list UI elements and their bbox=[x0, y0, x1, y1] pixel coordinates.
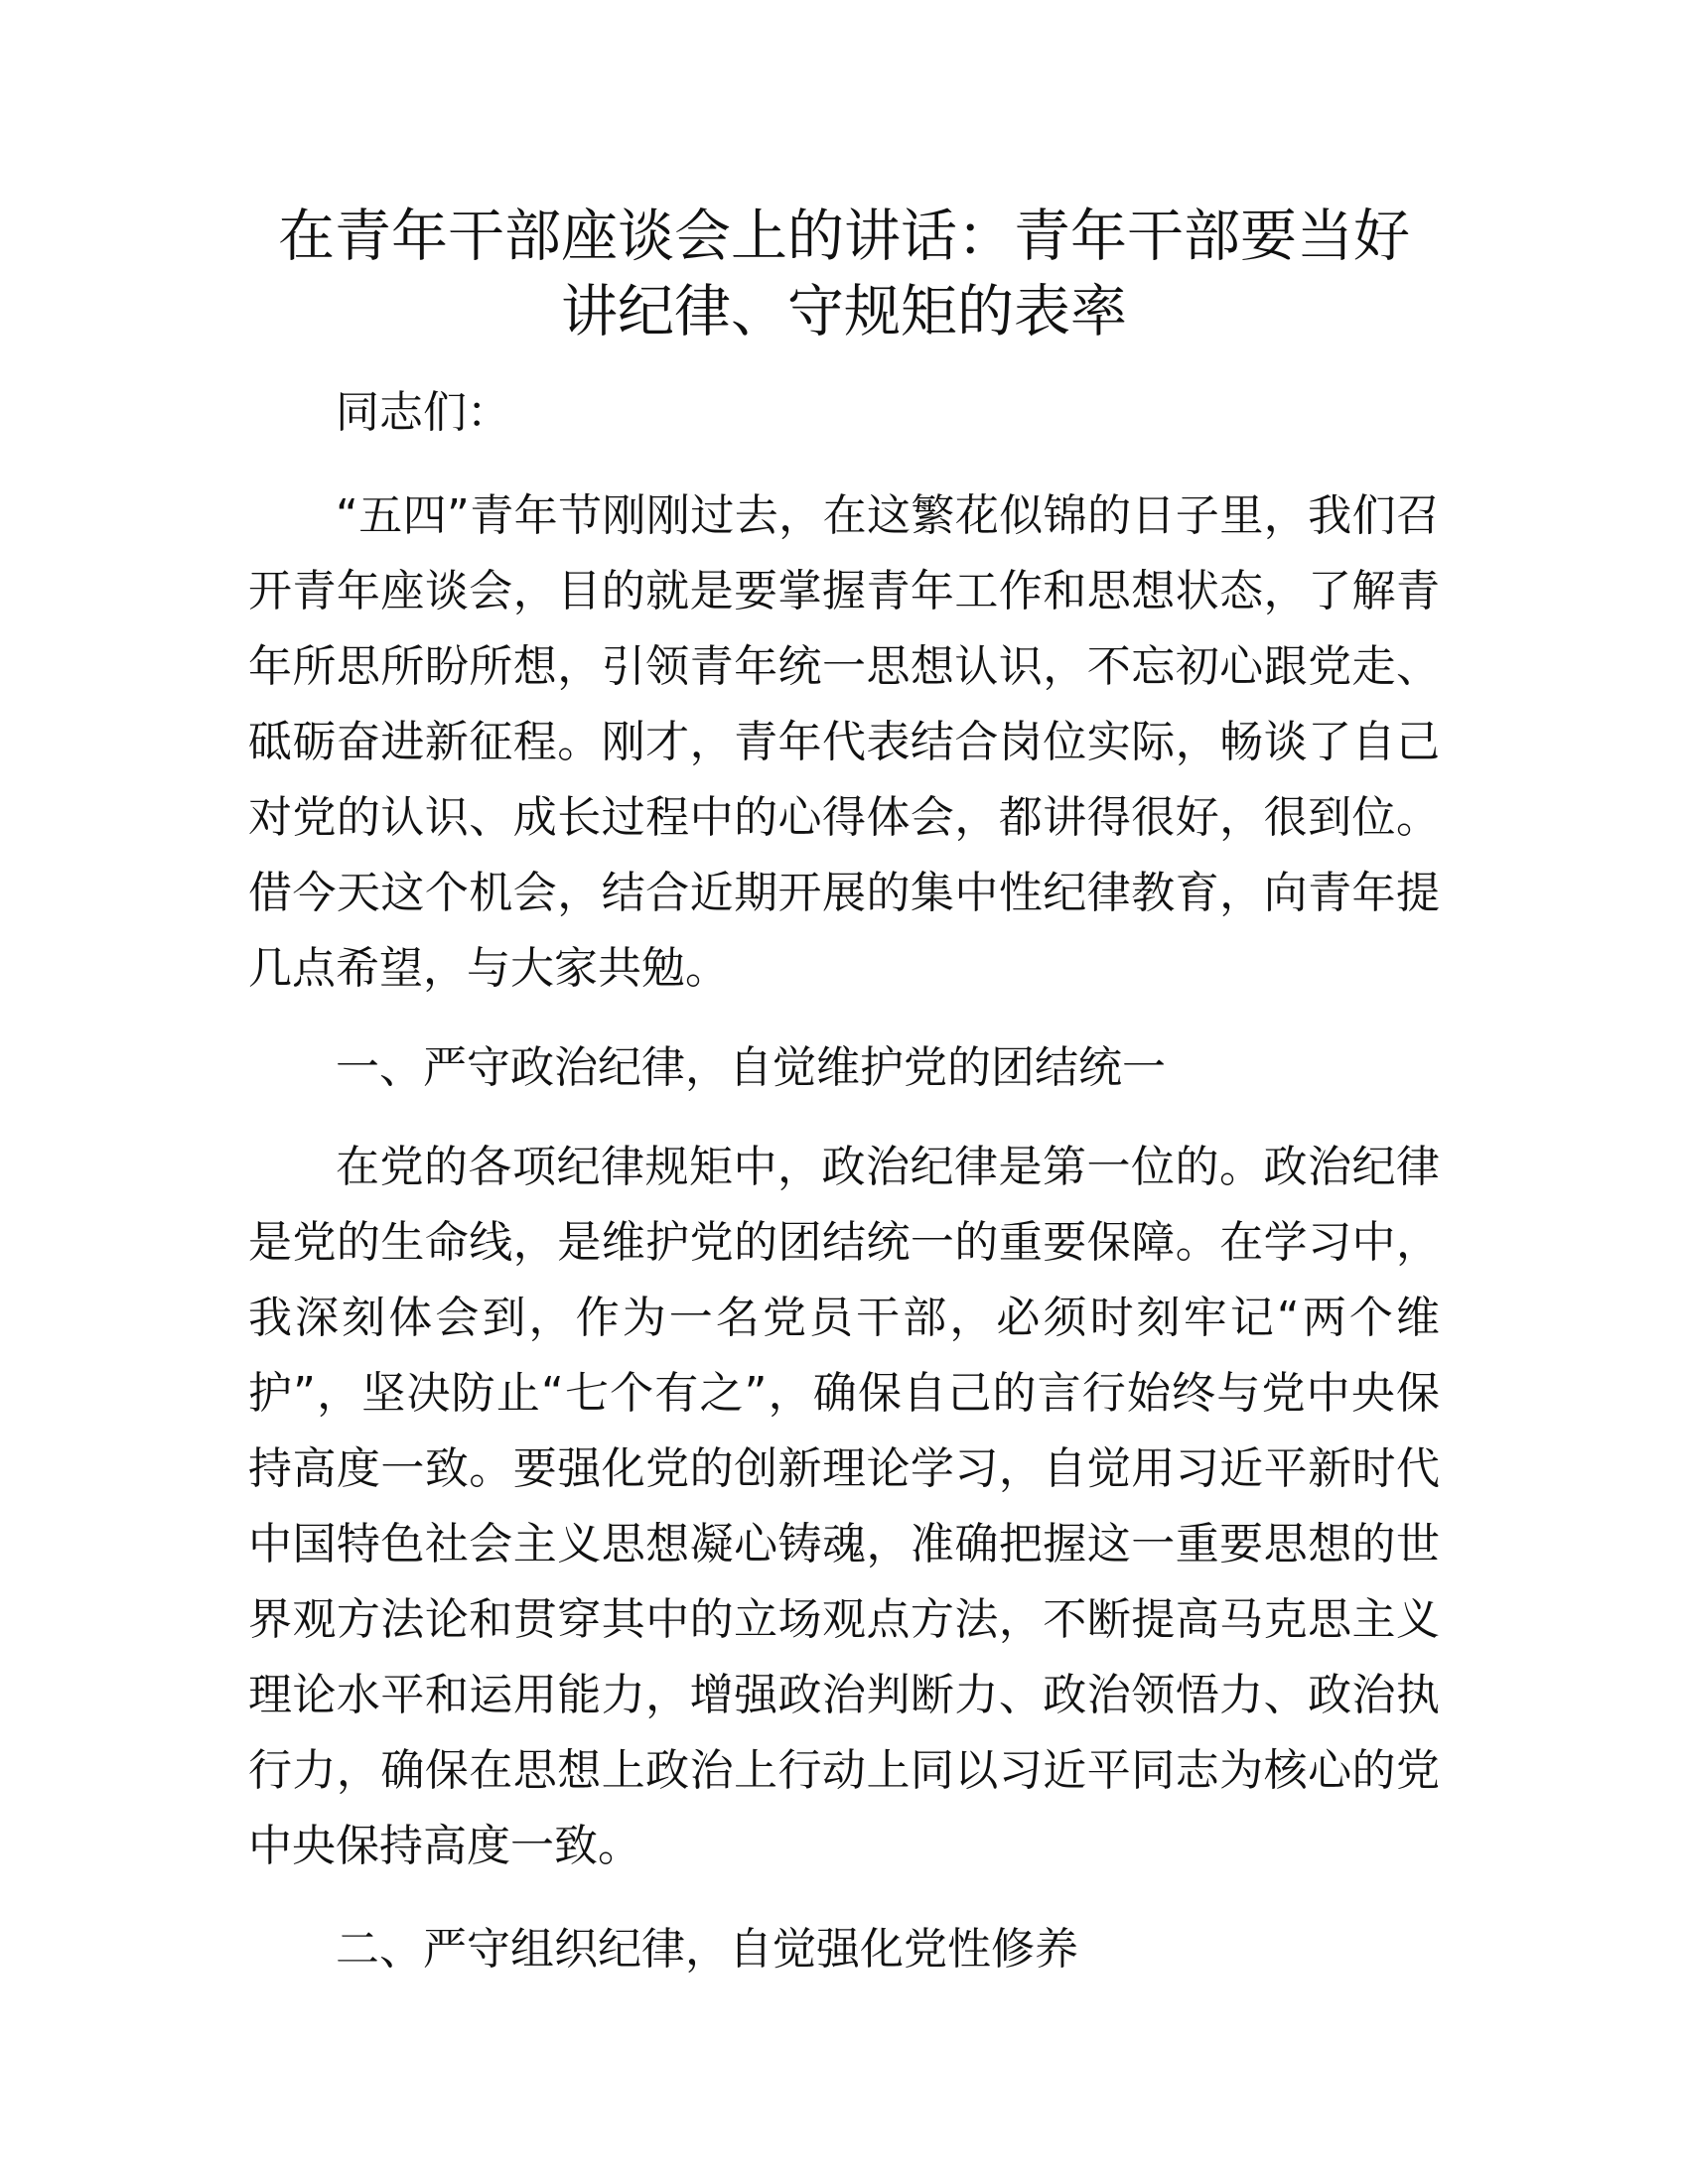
document-title bbox=[228, 199, 1460, 349]
section-1-paragraph: 在党的各项纪律规矩中，政治纪律是第一位的。政治纪律是党的生命线，是维护党的团结统一的重要保障。在学习中，我深刻体会到，作为一名党员干部，必须时刻牢记“两个维护”，坚决防止“七个有之”，确保自己的言行始终与党中央保持高度一致。要强化党的创新理论学习，自觉用习近平新时代中国特色社会主义思想凝心铸魂，准确把握这一重要思想的世界观方法论和贯穿其中的立场观点方法，不断提高马克思主义理论水平和运用能力，增强政治判断力、政治领悟力、政治执行力，确保在思想上政治上行动上同以习近平同志为核心的党中央保持高度一致。 bbox=[248, 1142, 1440, 1871]
title-line-1: 在青年干部座谈会上的讲话：青年干部要当好 bbox=[278, 204, 1410, 269]
greeting: 同志们： bbox=[336, 387, 510, 438]
title-line-2: 讲纪律、守规矩的表率 bbox=[561, 279, 1127, 344]
section-heading-1: 一、严守政治纪律，自觉维护党的团结统一 bbox=[336, 1042, 1166, 1093]
intro-paragraph: “五四”青年节刚刚过去，在这繁花似锦的日子里，我们召开青年座谈会，目的就是要掌握青年工作和思想状态，了解青年所思所盼所想，引领青年统一思想认识，不忘初心跟党走、砥砺奋进新征程。刚才，青年代表结合岗位实际，畅谈了自己对党的认识、成长过程中的心得体会，都讲得很好，很到位。借今天这个机会，结合近期开展的集中性纪律教育，向青年提几点希望，与大家共勉。 bbox=[248, 490, 1440, 994]
document-body bbox=[248, 375, 1440, 1987]
section-heading-2: 二、严守组织纪律，自觉强化党性修养 bbox=[336, 1924, 1078, 1975]
